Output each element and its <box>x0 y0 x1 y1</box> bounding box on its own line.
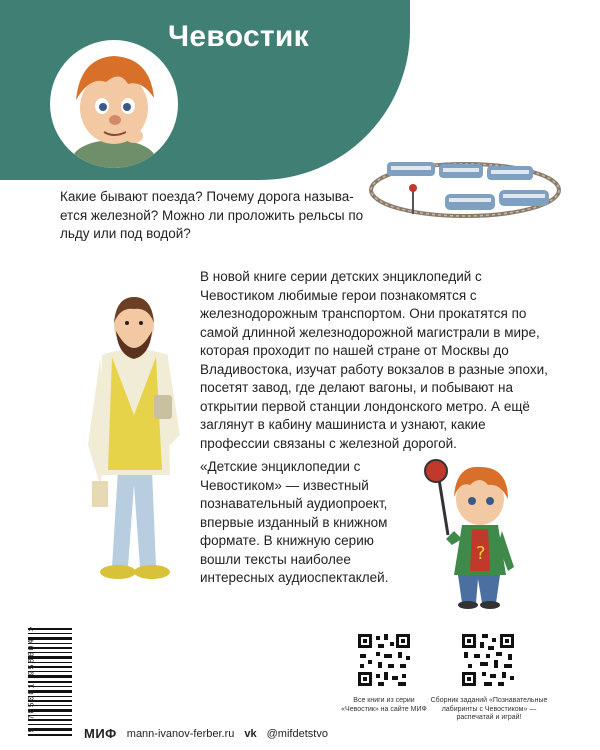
main-paragraph: В новой книге серии детских энциклопедий с Чевостиком любимые герои познакомятся с железнодорожным транспортом. Они прокатятся по самой длинной железнодорожной магистрали в мире, которая проходит по нашей стране от Москвы до Владивостока, изучат работу вокзалов в разные эпохи, посетят завод, где делают вагоны, и побывают на открытии первой станции лондонского метро. А ещё заглянут в кабину машиниста и узнают, какие профессии связаны с железной дорогой. <box>200 269 548 451</box>
publisher-logo: МИФ <box>84 726 117 741</box>
series-quote: «Детские энциклопедии с Чевостиком» — известный познавательный аудиопроект, впервые изданный в книжном формате. В книжную серию вошли тексты наиболее интересных аудиоспектаклей. <box>200 459 389 585</box>
publisher-website[interactable]: mann-ivanov-ferber.ru <box>126 727 235 740</box>
main-description <box>200 268 550 453</box>
intro-question: Какие бывают поезда? Почему дорога называ-ется железной? Можно ли проложить рельсы по льду или под водой? <box>60 189 364 241</box>
qr-code-books[interactable] <box>356 632 412 688</box>
social-handle[interactable]: @mifdetstvo <box>266 727 328 740</box>
conductor-illustration <box>82 285 187 595</box>
series-title: Чевостик <box>168 20 309 53</box>
qr-caption-puzzles: Сборник заданий «Познавательные лабиринты с Чевостиком» — распечатай и играй! <box>430 697 548 721</box>
chevostik-portrait <box>50 40 178 168</box>
qr-code-puzzles[interactable] <box>460 632 516 688</box>
train-illustration <box>365 152 570 227</box>
chevostik-with-signal-illustration <box>418 455 538 615</box>
vk-icon: vk <box>244 727 257 740</box>
qr-caption-books: Все книги из серии «Чевостик» на сайте МИФ <box>341 697 427 713</box>
isbn-barcode <box>8 622 78 744</box>
svg-text:?: ? <box>476 543 486 564</box>
publisher-footer <box>84 726 328 741</box>
isbn-number: 9 785001 958604 > <box>26 625 37 733</box>
